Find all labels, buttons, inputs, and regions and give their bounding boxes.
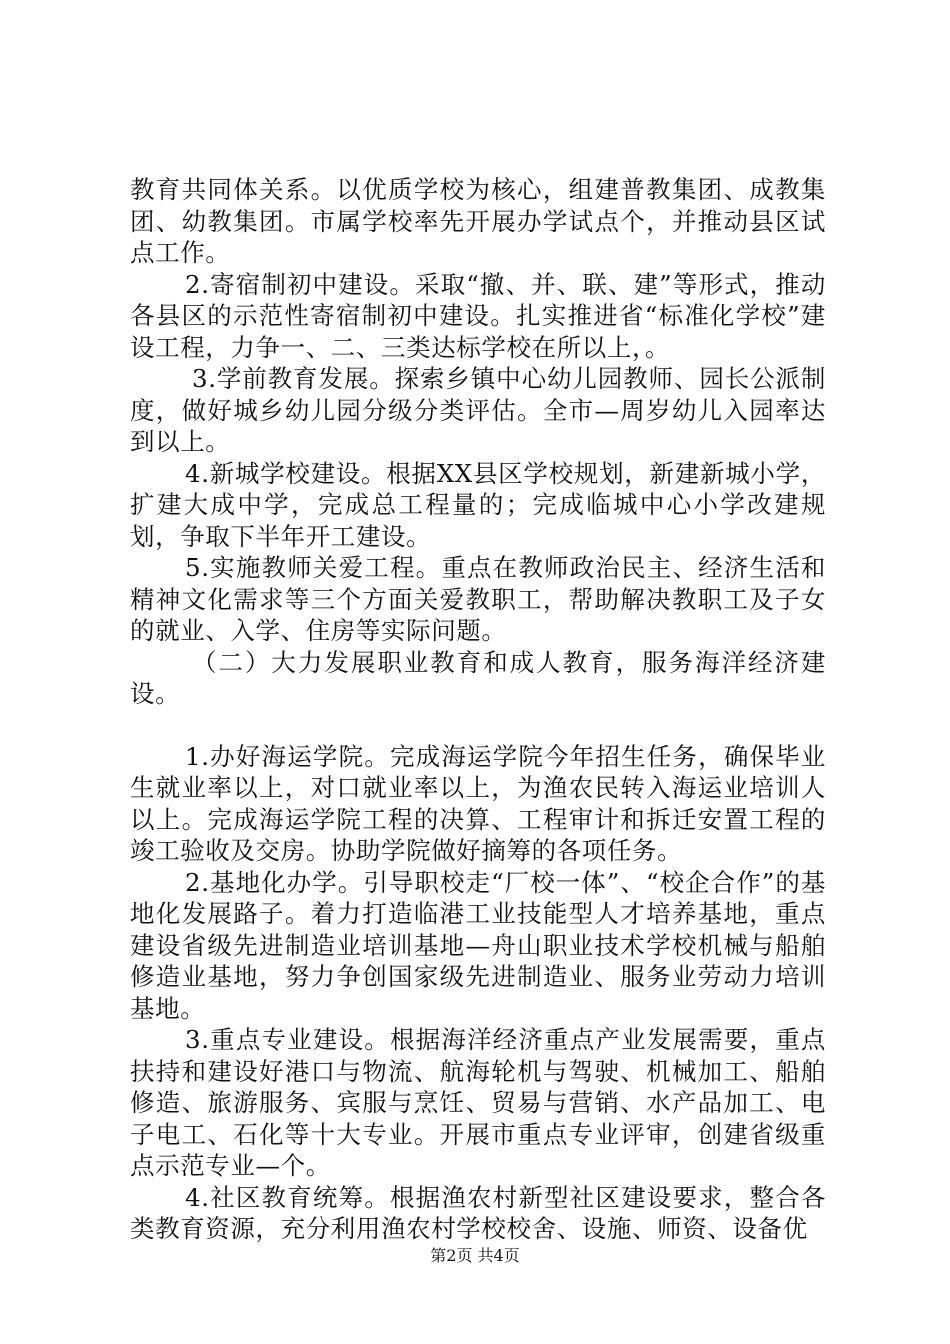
- section-heading-vocational: （二）大力发展职业教育和成人教育，服务海洋经济建设。: [130, 647, 826, 708]
- paragraph-continuation: 教育共同体关系。以优质学校为核心，组建普教集团、成教集团、幼教集团。市属学校率先开展办学试点个，并推动县区试点工作。: [130, 175, 826, 267]
- paragraph-base-schooling: 2.基地化办学。引导职校走“厂校一体”、“校企合作”的基地化发展路子。着力打造临港工业技能型人才培养基地，重点建设省级先进制造业培训基地—舟山职业技术学校机械与船舶修造业基地，努力争创国家级先进制造业、服务业劳动力培训基地。: [130, 867, 826, 1023]
- paragraph-teacher-care: 5.实施教师关爱工程。重点在教师政治民主、经济生活和精神文化需求等三个方面关爱教职工，帮助解决教职工及子女的就业、入学、住房等实际问题。: [130, 553, 826, 645]
- paragraph-community-education: 4.社区教育统筹。根据渔农村新型社区建设要求，整合各类教育资源，充分利用渔农村学校校舍、设施、师资、设备优: [130, 1182, 826, 1243]
- paragraph-boarding-school: 2.寄宿制初中建设。采取“撤、并、联、建”等形式，推动各县区的示范性寄宿制初中建设。扎实推进省“标准化学校”建设工程，力争一、二、三类达标学校在所以上，。: [130, 269, 826, 362]
- paragraph-key-majors: 3.重点专业建设。根据海洋经济重点产业发展需要，重点扶持和建设好港口与物流、航海轮机与驾驶、机械加工、船舶修造、旅游服务、宾服与烹饪、贸易与营销、水产品加工、电子电工、石化等十大专业。开展市重点专业评审，创建省级重点示范专业—个。: [130, 1025, 826, 1180]
- paragraph-new-city-school: 4.新城学校建设。根据XX县区学校规划，新建新城小学，扩建大成中学，完成总工程量的；完成临城中心小学改建规划，争取下半年开工建设。: [130, 458, 826, 551]
- paragraph-preschool: 3.学前教育发展。探索乡镇中心幼儿园教师、园长公派制度，做好城乡幼儿园分级分类评估。全市—周岁幼儿入园率达到以上。: [130, 364, 826, 456]
- paragraph-maritime-college: 1.办好海运学院。完成海运学院今年招生任务，确保毕业生就业率以上，对口就业率以上，为渔农民转入海运业培训人以上。完成海运学院工程的决算、工程审计和拆迁安置工程的竣工验收及交房。协助学院做好摘筹的各项任务。: [130, 741, 826, 865]
- page-footer: 第2页 共4页: [430, 1246, 520, 1265]
- document-body: [130, 174, 826, 1245]
